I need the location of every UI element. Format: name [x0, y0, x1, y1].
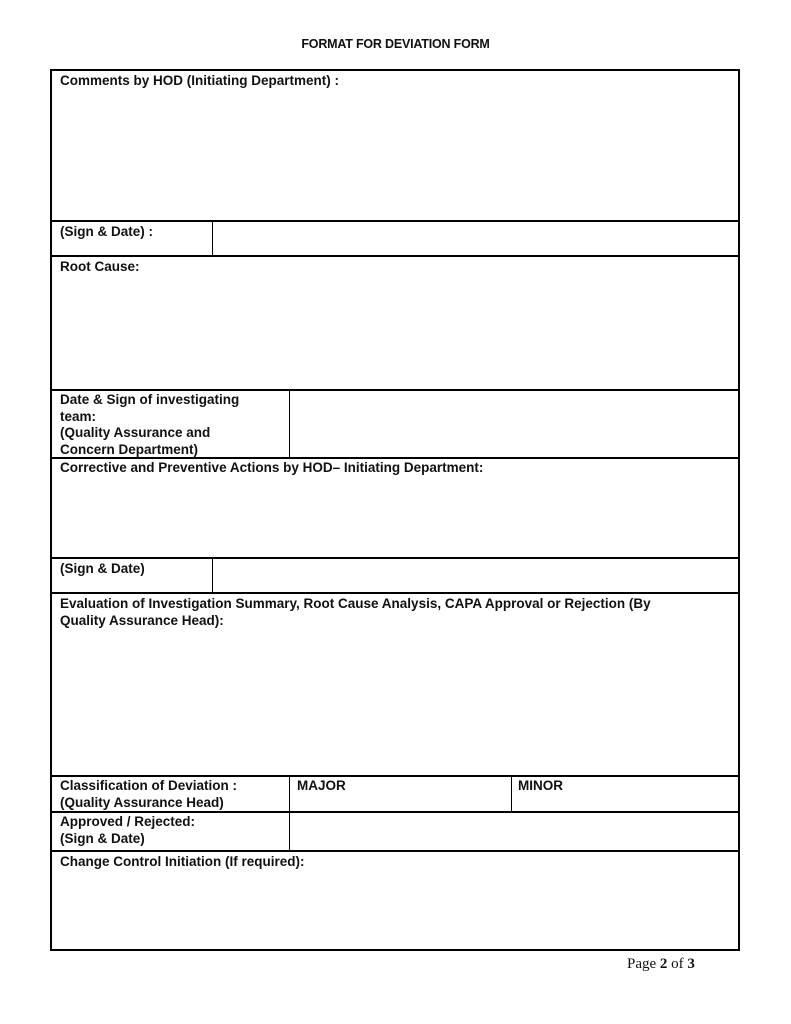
root-cause-field[interactable]: [52, 277, 738, 389]
change-control-field[interactable]: [52, 872, 738, 949]
investigating-team-field[interactable]: [291, 391, 738, 456]
hod-sign-date-label: (Sign & Date) :: [60, 224, 153, 239]
divider: [52, 457, 738, 459]
divider: [52, 592, 738, 594]
divider: [289, 812, 290, 850]
approved-sign-date-field[interactable]: [291, 813, 738, 849]
divider: [511, 776, 512, 811]
page-total: 3: [687, 956, 695, 972]
page-word: Page: [627, 956, 657, 972]
capa-sign-date-label: (Sign & Date): [60, 561, 145, 576]
divider: [212, 221, 213, 255]
change-control-label: Change Control Initiation (If required):: [60, 854, 305, 869]
investigating-team-label: Date & Sign of investigating team: (Quality Assurance and Concern Department): [60, 392, 240, 457]
divider: [52, 775, 738, 777]
deviation-form: [50, 69, 740, 951]
divider: [289, 776, 290, 811]
form-title: FORMAT FOR DEVIATION FORM: [301, 37, 490, 51]
capa-label: Corrective and Preventive Actions by HOD– Initiating Department:: [60, 460, 484, 475]
minor-option[interactable]: MINOR: [518, 778, 563, 793]
of-word: of: [671, 956, 684, 972]
divider: [289, 390, 290, 457]
evaluation-field[interactable]: [52, 631, 738, 774]
divider: [52, 850, 738, 852]
page-current: 2: [659, 956, 668, 972]
capa-field[interactable]: [52, 478, 738, 557]
root-cause-label: Root Cause:: [60, 259, 140, 274]
hod-comments-label: Comments by HOD (Initiating Department) :: [60, 73, 340, 88]
divider: [52, 255, 738, 257]
page-number: [627, 956, 695, 973]
major-option[interactable]: MAJOR: [297, 778, 346, 793]
classification-label: Classification of Deviation : (Quality Assurance Head): [60, 778, 238, 810]
hod-sign-date-field[interactable]: [214, 222, 738, 254]
approved-label: Approved / Rejected: (Sign & Date): [60, 814, 196, 846]
evaluation-label: Evaluation of Investigation Summary, Root Cause Analysis, CAPA Approval or Rejection (By Quality Assurance Head):: [60, 596, 651, 628]
hod-comments-field[interactable]: [52, 91, 738, 219]
divider: [212, 558, 213, 592]
capa-sign-date-field[interactable]: [214, 559, 738, 591]
